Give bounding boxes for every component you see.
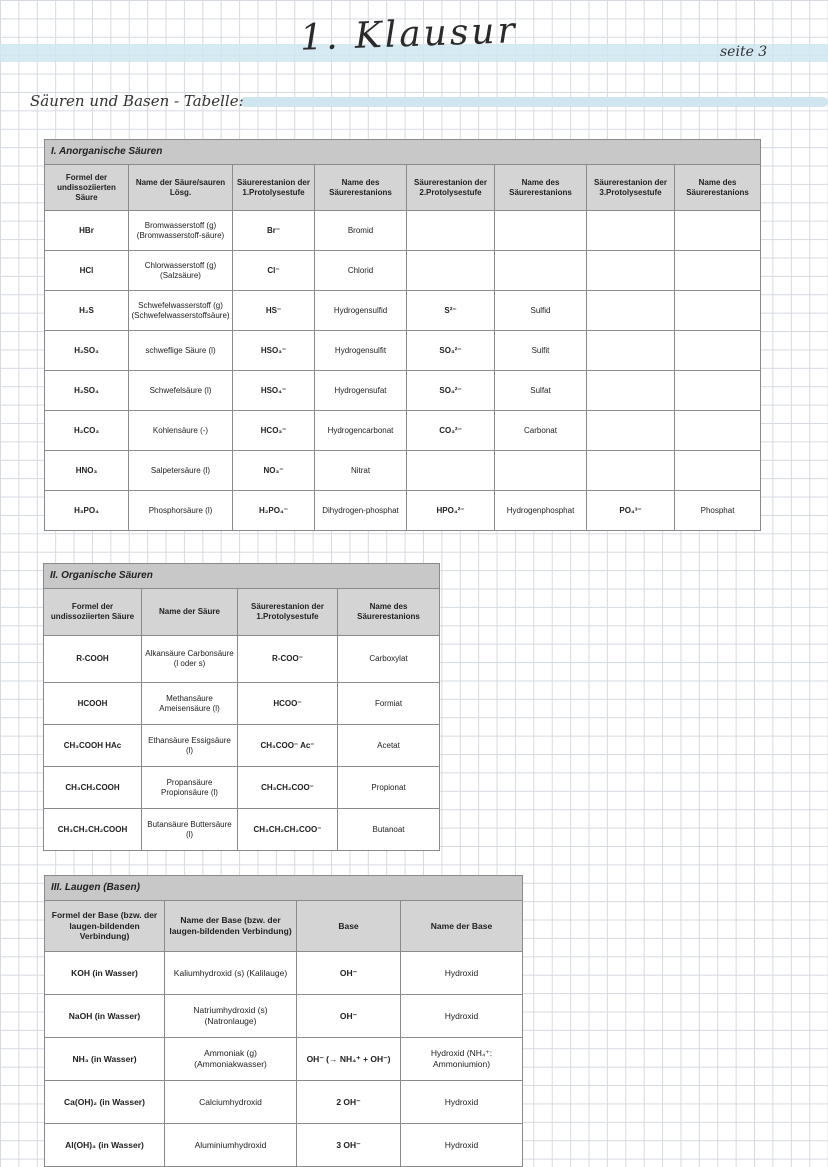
table-cell — [675, 451, 761, 491]
table-row — [45, 1124, 523, 1167]
table-cell: HCl — [45, 251, 129, 291]
table-cell — [675, 211, 761, 251]
bases-table — [44, 875, 523, 1167]
table-cell: R-COO⁻ — [238, 636, 338, 683]
table-cell — [675, 331, 761, 371]
table-cell — [587, 251, 675, 291]
column-header: Formel der Base (bzw. der laugen-bildenden Verbindung) — [45, 901, 165, 952]
column-header: Säurerestanion der 2.Protolysestufe — [407, 165, 495, 211]
table-cell: Dihydrogen-phosphat — [315, 491, 407, 531]
table-cell: Al(OH)₃ (in Wasser) — [45, 1124, 165, 1167]
table-cell: PO₄³⁻ — [587, 491, 675, 531]
table-cell: 3 OH⁻ — [297, 1124, 401, 1167]
table-row — [45, 491, 761, 531]
table-row — [45, 995, 523, 1038]
table-cell — [587, 331, 675, 371]
column-header: Base — [297, 901, 401, 952]
table-cell: Carbonat — [495, 411, 587, 451]
table-cell: HPO₄²⁻ — [407, 491, 495, 531]
table-cell — [587, 411, 675, 451]
table-cell: H₂S — [45, 291, 129, 331]
table-cell: CH₃COOH HAc — [44, 725, 142, 767]
table-row — [45, 1081, 523, 1124]
column-header: Name der Säure/sauren Lösg. — [129, 165, 233, 211]
table-cell: Chlorwasserstoff (g) (Salzsäure) — [129, 251, 233, 291]
table-cell: Hydrogensulfit — [315, 331, 407, 371]
table-cell: Nitrat — [315, 451, 407, 491]
table-cell — [407, 251, 495, 291]
table-cell: Sulfid — [495, 291, 587, 331]
table-cell: Salpetersäure (l) — [129, 451, 233, 491]
table-cell — [587, 211, 675, 251]
table-cell: CH₃CH₂CH₂COOH — [44, 809, 142, 851]
column-header: Name der Base — [401, 901, 523, 952]
table-cell: Bromid — [315, 211, 407, 251]
table-cell: HCOOH — [44, 683, 142, 725]
table-row — [45, 451, 761, 491]
table-cell — [675, 371, 761, 411]
table-row — [45, 1038, 523, 1081]
table-cell — [495, 211, 587, 251]
table-cell: Formiat — [338, 683, 440, 725]
table-cell: schweflige Säure (l) — [129, 331, 233, 371]
table-cell — [675, 251, 761, 291]
table-row — [45, 251, 761, 291]
table-row — [45, 411, 761, 451]
column-header: Name des Säurerestanions — [495, 165, 587, 211]
table-cell: Hydroxid — [401, 1081, 523, 1124]
table-cell: Chlorid — [315, 251, 407, 291]
table-cell: Sulfit — [495, 331, 587, 371]
table-row — [44, 725, 440, 767]
table-cell: S²⁻ — [407, 291, 495, 331]
table-cell: CO₃²⁻ — [407, 411, 495, 451]
page-number: seite 3 — [720, 44, 768, 60]
table-row — [44, 767, 440, 809]
table-cell: NH₃ (in Wasser) — [45, 1038, 165, 1081]
table-cell: NO₃⁻ — [233, 451, 315, 491]
table-cell: 2 OH⁻ — [297, 1081, 401, 1124]
table-cell — [587, 451, 675, 491]
table-cell: HS⁻ — [233, 291, 315, 331]
table-cell: H₃PO₄ — [45, 491, 129, 531]
table-cell: Hydroxid (NH₄⁺: Ammoniumion) — [401, 1038, 523, 1081]
table-cell: H₂PO₄⁻ — [233, 491, 315, 531]
column-header: Name des Säurerestanions — [338, 589, 440, 636]
table-cell: H₂CO₃ — [45, 411, 129, 451]
table-cell — [407, 211, 495, 251]
column-header: Formel der undissoziierten Säure — [45, 165, 129, 211]
table-cell: CH₃CH₂COO⁻ — [238, 767, 338, 809]
column-header: Säurerestanion der 1.Protolysestufe — [233, 165, 315, 211]
column-header: Säurerestanion der 3.Protolysestufe — [587, 165, 675, 211]
table-cell: Propionat — [338, 767, 440, 809]
table-cell: CH₃CH₂CH₂COO⁻ — [238, 809, 338, 851]
table-cell: H₂SO₃ — [45, 331, 129, 371]
table-cell — [495, 251, 587, 291]
table-cell: Cl⁻ — [233, 251, 315, 291]
table-cell: KOH (in Wasser) — [45, 952, 165, 995]
table-cell: NaOH (in Wasser) — [45, 995, 165, 1038]
column-header: Name der Säure — [142, 589, 238, 636]
table-cell: HBr — [45, 211, 129, 251]
table-cell: Sulfat — [495, 371, 587, 411]
table-cell: Kohlensäure (-) — [129, 411, 233, 451]
table-cell: HNO₃ — [45, 451, 129, 491]
table-row — [45, 331, 761, 371]
table-row — [44, 809, 440, 851]
table-cell: OH⁻ — [297, 995, 401, 1038]
table-cell — [587, 291, 675, 331]
underline-stripe — [240, 97, 828, 107]
table-cell: HSO₃⁻ — [233, 331, 315, 371]
table-body — [45, 211, 761, 531]
table-body — [45, 952, 523, 1167]
table-cell: HSO₄⁻ — [233, 371, 315, 411]
table-cell: Hydroxid — [401, 1124, 523, 1167]
column-header: Name des Säurerestanions — [315, 165, 407, 211]
inorganic-acids-table — [44, 139, 761, 531]
subtitle: Säuren und Basen - Tabelle: — [30, 92, 244, 110]
organic-acids-table — [43, 563, 440, 851]
table-cell: Schwefelsäure (l) — [129, 371, 233, 411]
table-cell: Hydrogensulfid — [315, 291, 407, 331]
table-cell: Calciumhydroxid — [165, 1081, 297, 1124]
table-cell: OH⁻ — [297, 952, 401, 995]
table-cell: Hydroxid — [401, 995, 523, 1038]
table-cell: Propansäure Propionsäure (l) — [142, 767, 238, 809]
table-row — [44, 683, 440, 725]
table-cell: Ammoniak (g) (Ammoniakwasser) — [165, 1038, 297, 1081]
table-cell: SO₄²⁻ — [407, 371, 495, 411]
table-cell: Phosphat — [675, 491, 761, 531]
table-body — [44, 636, 440, 851]
table-cell: CH₃COO⁻ Ac⁻ — [238, 725, 338, 767]
column-header: Säurerestanion der 1.Protolysestufe — [238, 589, 338, 636]
table-cell: H₂SO₄ — [45, 371, 129, 411]
section-title: I. Anorganische Säuren — [45, 140, 761, 165]
table-cell: Methansäure Ameisensäure (l) — [142, 683, 238, 725]
table-cell: Hydroxid — [401, 952, 523, 995]
table-cell: Butanoat — [338, 809, 440, 851]
page-title: 1. Klausur — [299, 10, 519, 59]
column-header: Name der Base (bzw. der laugen-bildenden Verbindung) — [165, 901, 297, 952]
table-cell: Hydrogenphosphat — [495, 491, 587, 531]
table-row — [44, 636, 440, 683]
table-cell: Br⁻ — [233, 211, 315, 251]
table-cell — [495, 451, 587, 491]
table-cell: Aluminiumhydroxid — [165, 1124, 297, 1167]
table-cell: Ca(OH)₂ (in Wasser) — [45, 1081, 165, 1124]
table-cell: Bromwasserstoff (g) (Bromwasserstoff-säure) — [129, 211, 233, 251]
table-cell: OH⁻ (→ NH₄⁺ + OH⁻) — [297, 1038, 401, 1081]
table-row — [45, 371, 761, 411]
table-row — [45, 291, 761, 331]
table-cell: HCO₃⁻ — [233, 411, 315, 451]
table-cell: Hydrogensufat — [315, 371, 407, 411]
table-cell: CH₃CH₂COOH — [44, 767, 142, 809]
column-header: Formel der undissoziierten Säure — [44, 589, 142, 636]
table-cell: SO₃²⁻ — [407, 331, 495, 371]
column-header: Name des Säurerestanions — [675, 165, 761, 211]
table-cell: Natriumhydroxid (s) (Natronlauge) — [165, 995, 297, 1038]
table-cell — [675, 411, 761, 451]
table-cell: Acetat — [338, 725, 440, 767]
table-cell: HCOO⁻ — [238, 683, 338, 725]
table-cell: Ethansäure Essigsäure (l) — [142, 725, 238, 767]
table-cell: Carboxylat — [338, 636, 440, 683]
section-title: III. Laugen (Basen) — [45, 876, 523, 901]
table-cell: Schwefelwasserstoff (g)(Schwefelwasserstoffsäure) — [129, 291, 233, 331]
table-cell — [587, 371, 675, 411]
table-cell: Butansäure Buttersäure (l) — [142, 809, 238, 851]
table-cell: Alkansäure Carbonsäure (l oder s) — [142, 636, 238, 683]
table-cell: Kaliumhydroxid (s) (Kalilauge) — [165, 952, 297, 995]
section-title: II. Organische Säuren — [44, 564, 440, 589]
table-cell — [675, 291, 761, 331]
table-row — [45, 952, 523, 995]
table-cell — [407, 451, 495, 491]
table-cell: Hydrogencarbonat — [315, 411, 407, 451]
table-cell: Phosphorsäure (l) — [129, 491, 233, 531]
table-cell: R-COOH — [44, 636, 142, 683]
table-row — [45, 211, 761, 251]
